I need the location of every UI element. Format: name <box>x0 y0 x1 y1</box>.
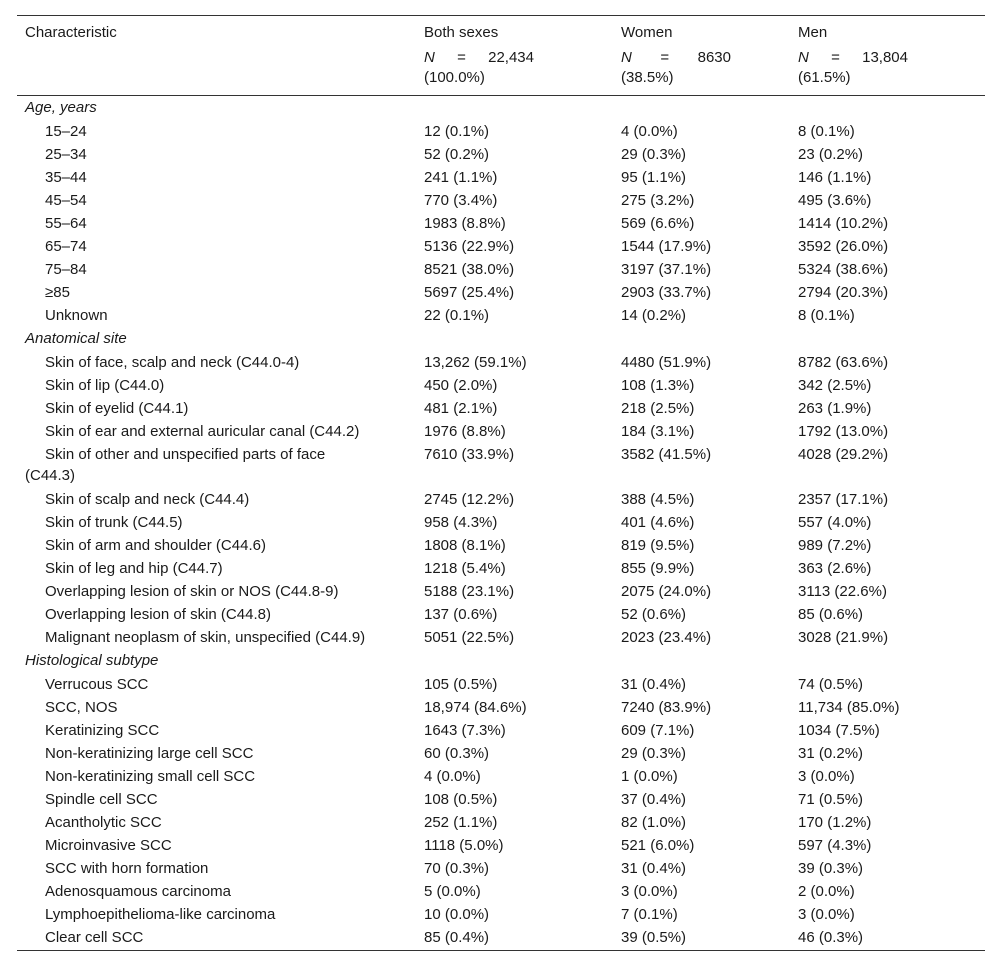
cell-both: 10 (0.0%) <box>424 906 490 923</box>
cell-both: 137 (0.6%) <box>424 606 498 623</box>
row-label: Lymphoepithelioma-like carcinoma <box>45 906 276 923</box>
cell-both: 770 (3.4%) <box>424 192 498 209</box>
cell-both: 5051 (22.5%) <box>424 629 515 646</box>
table-row <box>17 488 985 511</box>
cell-women: 95 (1.1%) <box>621 169 687 186</box>
row-label: Spindle cell SCC <box>45 791 158 808</box>
cell-women: 82 (1.0%) <box>621 814 687 831</box>
row-label: 75–84 <box>45 261 87 278</box>
header-both-n: N = 22,434 (100.0%) <box>424 46 621 96</box>
header-men: Men <box>798 16 985 47</box>
row-label: Skin of face, scalp and neck (C44.0-4) <box>45 354 300 371</box>
table-row <box>17 443 985 488</box>
cell-women: 3 (0.0%) <box>621 883 678 900</box>
header-women-n: N = 8630 (38.5%) <box>621 46 798 96</box>
cell-women: 14 (0.2%) <box>621 307 687 324</box>
row-label: SCC with horn formation <box>45 860 209 877</box>
cell-men: 1034 (7.5%) <box>798 722 880 739</box>
section-title: Anatomical site <box>25 330 127 347</box>
cell-both: 85 (0.4%) <box>424 926 621 951</box>
cell-women: 2903 (33.7%) <box>621 284 712 301</box>
cell-both: 1218 (5.4%) <box>424 560 506 577</box>
table-row <box>17 903 985 926</box>
cell-both: 2745 (12.2%) <box>424 491 515 508</box>
cell-both: 958 (4.3%) <box>424 514 498 531</box>
cell-men: 557 (4.0%) <box>798 514 872 531</box>
table-row <box>17 603 985 626</box>
row-label: Clear cell SCC <box>17 926 424 951</box>
characteristics-table-container <box>17 15 985 951</box>
section-header-row <box>17 649 985 673</box>
cell-both: 5697 (25.4%) <box>424 284 515 301</box>
cell-women: 108 (1.3%) <box>621 377 695 394</box>
cell-women: 31 (0.4%) <box>621 676 687 693</box>
table-row <box>17 511 985 534</box>
section-title: Histological subtype <box>25 652 159 669</box>
cell-both: 4 (0.0%) <box>424 768 481 785</box>
table-row <box>17 235 985 258</box>
cell-men: 3 (0.0%) <box>798 906 855 923</box>
cell-women: 819 (9.5%) <box>621 537 695 554</box>
cell-both: 1118 (5.0%) <box>424 837 504 854</box>
cell-both: 70 (0.3%) <box>424 860 490 877</box>
cell-women: 29 (0.3%) <box>621 146 687 163</box>
row-label: Adenosquamous carcinoma <box>45 883 231 900</box>
cell-men: 2357 (17.1%) <box>798 491 889 508</box>
table-body <box>17 96 985 951</box>
cell-women: 609 (7.1%) <box>621 722 695 739</box>
table-row <box>17 696 985 719</box>
row-label: Malignant neoplasm of skin, unspecified (C44.9) <box>45 629 366 646</box>
cell-both: 7610 (33.9%) <box>424 446 515 463</box>
cell-women: 29 (0.3%) <box>621 745 687 762</box>
cell-women: 39 (0.5%) <box>621 926 798 951</box>
cell-both: 5 (0.0%) <box>424 883 481 900</box>
table-row <box>17 719 985 742</box>
section-title: Age, years <box>25 99 97 116</box>
table-row <box>17 397 985 420</box>
cell-men: 989 (7.2%) <box>798 537 872 554</box>
table-row <box>17 304 985 327</box>
cell-men: 1414 (10.2%) <box>798 215 889 232</box>
cell-both: 481 (2.1%) <box>424 400 498 417</box>
header-men-n: N = 13,804 (61.5%) <box>798 46 985 96</box>
table-row <box>17 557 985 580</box>
cell-women: 4 (0.0%) <box>621 123 678 140</box>
cell-men: 3113 (22.6%) <box>798 583 887 600</box>
row-label: Overlapping lesion of skin or NOS (C44.8-9) <box>45 583 339 600</box>
cell-both: 18,974 (84.6%) <box>424 699 527 716</box>
cell-women: 218 (2.5%) <box>621 400 695 417</box>
cell-women: 388 (4.5%) <box>621 491 695 508</box>
cell-both: 1808 (8.1%) <box>424 537 506 554</box>
table-row <box>17 212 985 235</box>
table-row <box>17 120 985 143</box>
cell-men: 3592 (26.0%) <box>798 238 889 255</box>
table-row <box>17 626 985 649</box>
table-row <box>17 258 985 281</box>
table-row <box>17 673 985 696</box>
cell-women: 569 (6.6%) <box>621 215 695 232</box>
cell-men: 495 (3.6%) <box>798 192 872 209</box>
cell-men: 342 (2.5%) <box>798 377 872 394</box>
cell-both: 5188 (23.1%) <box>424 583 515 600</box>
table-row <box>17 788 985 811</box>
row-label: Unknown <box>45 307 108 324</box>
cell-women: 521 (6.0%) <box>621 837 695 854</box>
cell-men: 46 (0.3%) <box>798 926 985 951</box>
cell-both: 13,262 (59.1%) <box>424 354 527 371</box>
cell-men: 8782 (63.6%) <box>798 354 889 371</box>
section-header-row <box>17 327 985 351</box>
header-women: Women <box>621 16 798 47</box>
cell-women: 401 (4.6%) <box>621 514 695 531</box>
cell-men: 31 (0.2%) <box>798 745 864 762</box>
cell-men: 71 (0.5%) <box>798 791 864 808</box>
cell-women: 1544 (17.9%) <box>621 238 712 255</box>
table-row <box>17 880 985 903</box>
table-row <box>17 420 985 443</box>
cell-men: 39 (0.3%) <box>798 860 864 877</box>
table-row <box>17 351 985 374</box>
cell-women: 7 (0.1%) <box>621 906 678 923</box>
cell-both: 5136 (22.9%) <box>424 238 515 255</box>
cell-women: 275 (3.2%) <box>621 192 695 209</box>
table-row <box>17 143 985 166</box>
cell-women: 2075 (24.0%) <box>621 583 712 600</box>
cell-men: 363 (2.6%) <box>798 560 872 577</box>
cell-women: 3582 (41.5%) <box>621 446 712 463</box>
row-label: Verrucous SCC <box>45 676 149 693</box>
header-characteristic: Characteristic <box>17 16 424 47</box>
row-label: Skin of arm and shoulder (C44.6) <box>45 537 266 554</box>
cell-both: 450 (2.0%) <box>424 377 498 394</box>
header-both-sexes: Both sexes <box>424 16 621 47</box>
table-row <box>17 834 985 857</box>
table-row <box>17 926 985 951</box>
table-row <box>17 166 985 189</box>
cell-women: 7240 (83.9%) <box>621 699 712 716</box>
cell-men: 74 (0.5%) <box>798 676 864 693</box>
table-row <box>17 811 985 834</box>
cell-men: 5324 (38.6%) <box>798 261 889 278</box>
cell-both: 108 (0.5%) <box>424 791 498 808</box>
cell-both: 105 (0.5%) <box>424 676 498 693</box>
cell-men: 1792 (13.0%) <box>798 423 889 440</box>
cell-both: 252 (1.1%) <box>424 814 498 831</box>
row-label: Non-keratinizing small cell SCC <box>45 768 256 785</box>
cell-men: 2794 (20.3%) <box>798 284 889 301</box>
cell-men: 597 (4.3%) <box>798 837 872 854</box>
cell-men: 146 (1.1%) <box>798 169 872 186</box>
row-label: 15–24 <box>45 123 87 140</box>
cell-both: 8521 (38.0%) <box>424 261 515 278</box>
row-label: Skin of eyelid (C44.1) <box>45 400 189 417</box>
row-label: Acantholytic SCC <box>45 814 162 831</box>
row-label: ≥85 <box>45 284 70 301</box>
cell-both: 60 (0.3%) <box>424 745 490 762</box>
row-label: Overlapping lesion of skin (C44.8) <box>45 606 271 623</box>
row-label: 25–34 <box>45 146 87 163</box>
section-header-row <box>17 96 985 121</box>
cell-women: 37 (0.4%) <box>621 791 687 808</box>
characteristics-table <box>17 15 985 951</box>
cell-men: 23 (0.2%) <box>798 146 864 163</box>
row-label: Skin of trunk (C44.5) <box>45 514 183 531</box>
cell-men: 8 (0.1%) <box>798 307 855 324</box>
cell-women: 31 (0.4%) <box>621 860 687 877</box>
row-label: 65–74 <box>45 238 87 255</box>
cell-both: 52 (0.2%) <box>424 146 490 163</box>
cell-men: 2 (0.0%) <box>798 883 855 900</box>
cell-men: 3028 (21.9%) <box>798 629 889 646</box>
row-label: Non-keratinizing large cell SCC <box>45 745 254 762</box>
row-label: Skin of other and unspecified parts of face (C44.3) <box>25 446 326 484</box>
table-row <box>17 189 985 212</box>
table-row <box>17 580 985 603</box>
cell-men: 85 (0.6%) <box>798 606 864 623</box>
cell-women: 52 (0.6%) <box>621 606 687 623</box>
row-label: Skin of scalp and neck (C44.4) <box>45 491 250 508</box>
table-header <box>17 16 985 96</box>
cell-men: 170 (1.2%) <box>798 814 872 831</box>
table-row <box>17 857 985 880</box>
row-label: 55–64 <box>45 215 87 232</box>
cell-both: 1976 (8.8%) <box>424 423 506 440</box>
cell-both: 22 (0.1%) <box>424 307 490 324</box>
cell-men: 3 (0.0%) <box>798 768 855 785</box>
cell-both: 1983 (8.8%) <box>424 215 506 232</box>
row-label: 45–54 <box>45 192 87 209</box>
cell-men: 11,734 (85.0%) <box>798 699 900 716</box>
row-label: Microinvasive SCC <box>45 837 172 854</box>
row-label: 35–44 <box>45 169 87 186</box>
cell-both: 1643 (7.3%) <box>424 722 506 739</box>
row-label: Skin of lip (C44.0) <box>45 377 165 394</box>
row-label: Keratinizing SCC <box>45 722 160 739</box>
table-row <box>17 374 985 397</box>
cell-women: 2023 (23.4%) <box>621 629 712 646</box>
table-row <box>17 765 985 788</box>
cell-men: 263 (1.9%) <box>798 400 872 417</box>
cell-women: 4480 (51.9%) <box>621 354 712 371</box>
cell-both: 12 (0.1%) <box>424 123 490 140</box>
cell-women: 855 (9.9%) <box>621 560 695 577</box>
row-label: Skin of ear and external auricular canal (C44.2) <box>45 423 360 440</box>
table-row <box>17 534 985 557</box>
row-label: Skin of leg and hip (C44.7) <box>45 560 223 577</box>
cell-women: 1 (0.0%) <box>621 768 678 785</box>
table-row <box>17 281 985 304</box>
table-row <box>17 742 985 765</box>
cell-women: 184 (3.1%) <box>621 423 695 440</box>
cell-men: 4028 (29.2%) <box>798 446 889 463</box>
cell-men: 8 (0.1%) <box>798 123 855 140</box>
cell-women: 3197 (37.1%) <box>621 261 712 278</box>
row-label: SCC, NOS <box>45 699 118 716</box>
cell-both: 241 (1.1%) <box>424 169 498 186</box>
